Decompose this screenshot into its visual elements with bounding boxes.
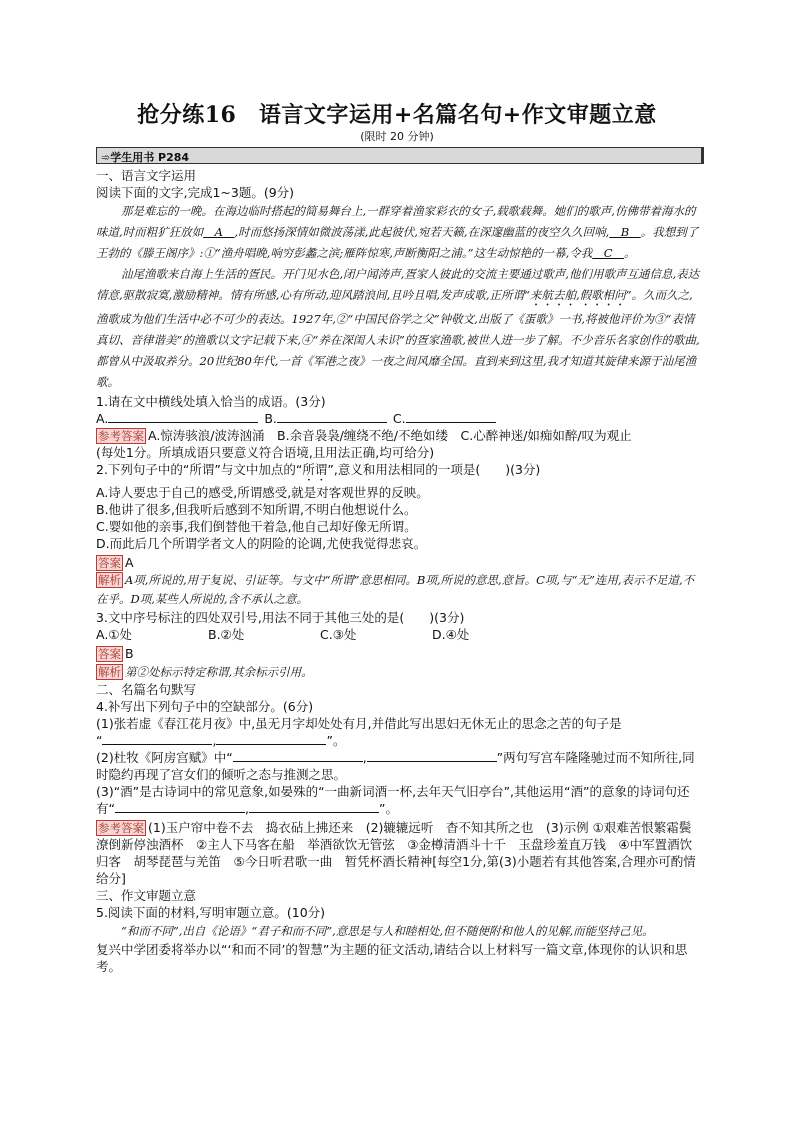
blank-c: C bbox=[592, 246, 625, 260]
q2-analysis: 解析 A项,所说的,用于复说、引证等。与文中“所谓”意思相同。B项,所说的意思,意旨。C项,与“无”连用,表示不足道,不在乎。D项,某些人所说的,含不承认之意。 bbox=[96, 573, 695, 606]
q1-answer-note: (每处1分。所填成语只要意义符合语境,且用法正确,均可给分) bbox=[96, 445, 435, 460]
q3-stem: 3.文中序号标注的四处双引号,用法不同于其他三处的是( )(3分) bbox=[96, 610, 465, 625]
q2-stem: 2.下列句子中的“所谓”与文中加点的“所谓”,意义和用法相同的一项是( )(3分) bbox=[96, 462, 541, 477]
section-heading-2: 二、名篇名句默写 bbox=[96, 682, 197, 697]
answer-tag: 答案 bbox=[98, 556, 121, 570]
student-book-ref: ➾学生用书 P284 bbox=[101, 151, 190, 164]
q1-stem: 1.请在文中横线处填入恰当的成语。(3分) bbox=[96, 394, 326, 409]
student-book-bar bbox=[96, 147, 704, 164]
q4-part-3: (3)“酒”是古诗词中的常见意象,如晏殊的“一曲新词酒一杯,去年天气旧亭台”,其他运用“酒”的意象的诗词句还有“ , ”。 bbox=[96, 784, 690, 816]
answer-tag: 答案 bbox=[98, 647, 121, 661]
time-limit: (限时 20 分钟) bbox=[360, 130, 434, 143]
q2-answer: 答案 A bbox=[98, 555, 134, 570]
q1-blanks: A. B. C. bbox=[96, 410, 701, 427]
q3-analysis: 解析 第②处标示特定称谓,其余标示引用。 bbox=[98, 665, 313, 679]
passage-paragraph-2: 汕尾渔歌来自海上生活的疍民。开门见水色,闭户闻涛声,疍家人彼此的交流主要通过歌声,他们用歌声互通信息,表达情意,驱散寂寞,激励精神。情有所感,心有所动,迎风踏浪间,且吟且唱,发声成歌,正所谓“来航去舶,假歌相问”。久而久之,渔歌成为他们生活中必不可少的表达。1927年,②“中国民俗学之父”钟敬文,出版了《蛋歌》一书,将被他评价为③“表情真切、音律谐美”的渔歌以文字记载下来,④“养在深闺人未识”的疍家渔歌,被世人进一步了解。不少音乐名家创作的歌曲,都曾从中汲取养分。20世纪80年代,一首《军港之夜》一夜之间风靡全国。直到来到这里,我才知道其旋律来源于汕尾渔歌。 bbox=[96, 267, 700, 389]
q4-stem: 4.补写出下列句子中的空缺部分。(6分) bbox=[96, 699, 314, 714]
q2-option-b: B.他讲了很多,但我听后感到不知所谓,不明白他想说什么。 bbox=[96, 502, 417, 517]
analysis-tag: 解析 bbox=[98, 573, 121, 587]
analysis-tag: 解析 bbox=[98, 665, 121, 679]
q3-answer: 答案 B bbox=[98, 646, 134, 661]
reading-intro: 阅读下面的文字,完成1~3题。(9分) bbox=[96, 185, 295, 200]
q4-answer: 参考答案 (1)玉户帘中卷不去 捣衣砧上拂还来 (2)辘辘远听 杳不知其所之也 (3)示例 ①艰难苦恨繁霜鬓 潦倒新停浊酒杯 ②主人下马客在船 举酒欲饮无管弦 ③金樽清酒斗十千 玉盘珍羞直万钱 ④中军置酒饮归客 胡琴琵琶与羌笛 ⑤今日听君歌一曲 暂凭杯酒长精神[每空1分,第(3)小题若有其他答案,合理亦可酌情给分] bbox=[96, 820, 704, 886]
q2-option-a: A.诗人要忠于自己的感受,所谓感受,就是对客观世界的反映。 bbox=[96, 485, 429, 500]
q4-part-1-blanks: “ , ”。 bbox=[96, 733, 346, 748]
q3-options: A.①处 B.②处 C.③处 D.④处 bbox=[96, 627, 470, 642]
q1-answer: 参考答案 A.惊涛骇浪/波涛汹涌 B.余音袅袅/缠绕不绝/不绝如缕 C.心醉神迷/如痴如醉/叹为观止 bbox=[98, 428, 632, 443]
q5-material: “和而不同”,出自《论语》“君子和而不同”,意思是与人和睦相处,但不随便附和他人的见解,而能坚持己见。 bbox=[121, 924, 654, 938]
q5-task: 复兴中学团委将举办以“‘和而不同’的智慧”为主题的征文活动,请结合以上材料写一篇文章,体现你的认识和思考。 bbox=[96, 942, 688, 974]
passage-paragraph-1: 那是难忘的一晚。在海边临时搭起的简易舞台上,一群穿着渔家彩衣的女子,载歌载舞。她们的歌声,仿佛带着海水的味道,时而粗犷狂放如 A ,时而悠扬深情如微波荡漾,此起彼伏,宛若天籁,在深邃幽蓝的夜空久久回响, B 。我想到了王勃的《滕王阁序》:①“渔舟唱晚,响穷彭蠡之滨;雁阵惊寒,声断衡阳之浦。”这生动惊艳的一幕,令我 C 。 bbox=[96, 204, 699, 260]
page-title: 抢分练16 语言文字运用+名篇名句+作文审题立意 bbox=[137, 102, 657, 128]
content bbox=[96, 167, 704, 975]
dotted-phrase: 来航去舶,假歌相问 bbox=[529, 288, 626, 302]
q4-part-2: (2)杜牧《阿房宫赋》中“ , ”两句写宫车隆隆驰过而不知所往,同时隐约再现了宫女们的倾听之态与推测之思。 bbox=[96, 750, 695, 782]
answer-tag: 参考答案 bbox=[98, 821, 144, 835]
q2-option-d: D.而此后几个所谓学者文人的阴险的论调,尤使我觉得悲哀。 bbox=[96, 536, 427, 551]
blank-b: B bbox=[609, 225, 641, 239]
section-heading-3: 三、作文审题立意 bbox=[96, 888, 197, 903]
blank-a: A bbox=[203, 225, 235, 239]
q5-stem: 5.阅读下面的材料,写明审题立意。(10分) bbox=[96, 905, 326, 920]
q4-part-1: (1)张若虚《春江花月夜》中,虽无月字却处处有月,并借此写出思妇无休无止的思念之苦的句子是 bbox=[96, 716, 622, 731]
section-heading-1: 一、语言文字运用 bbox=[96, 168, 197, 183]
answer-tag: 参考答案 bbox=[98, 429, 144, 443]
q2-option-c: C.婴如他的亲事,我们倒替他干着急,他自己却好像无所谓。 bbox=[96, 519, 417, 534]
